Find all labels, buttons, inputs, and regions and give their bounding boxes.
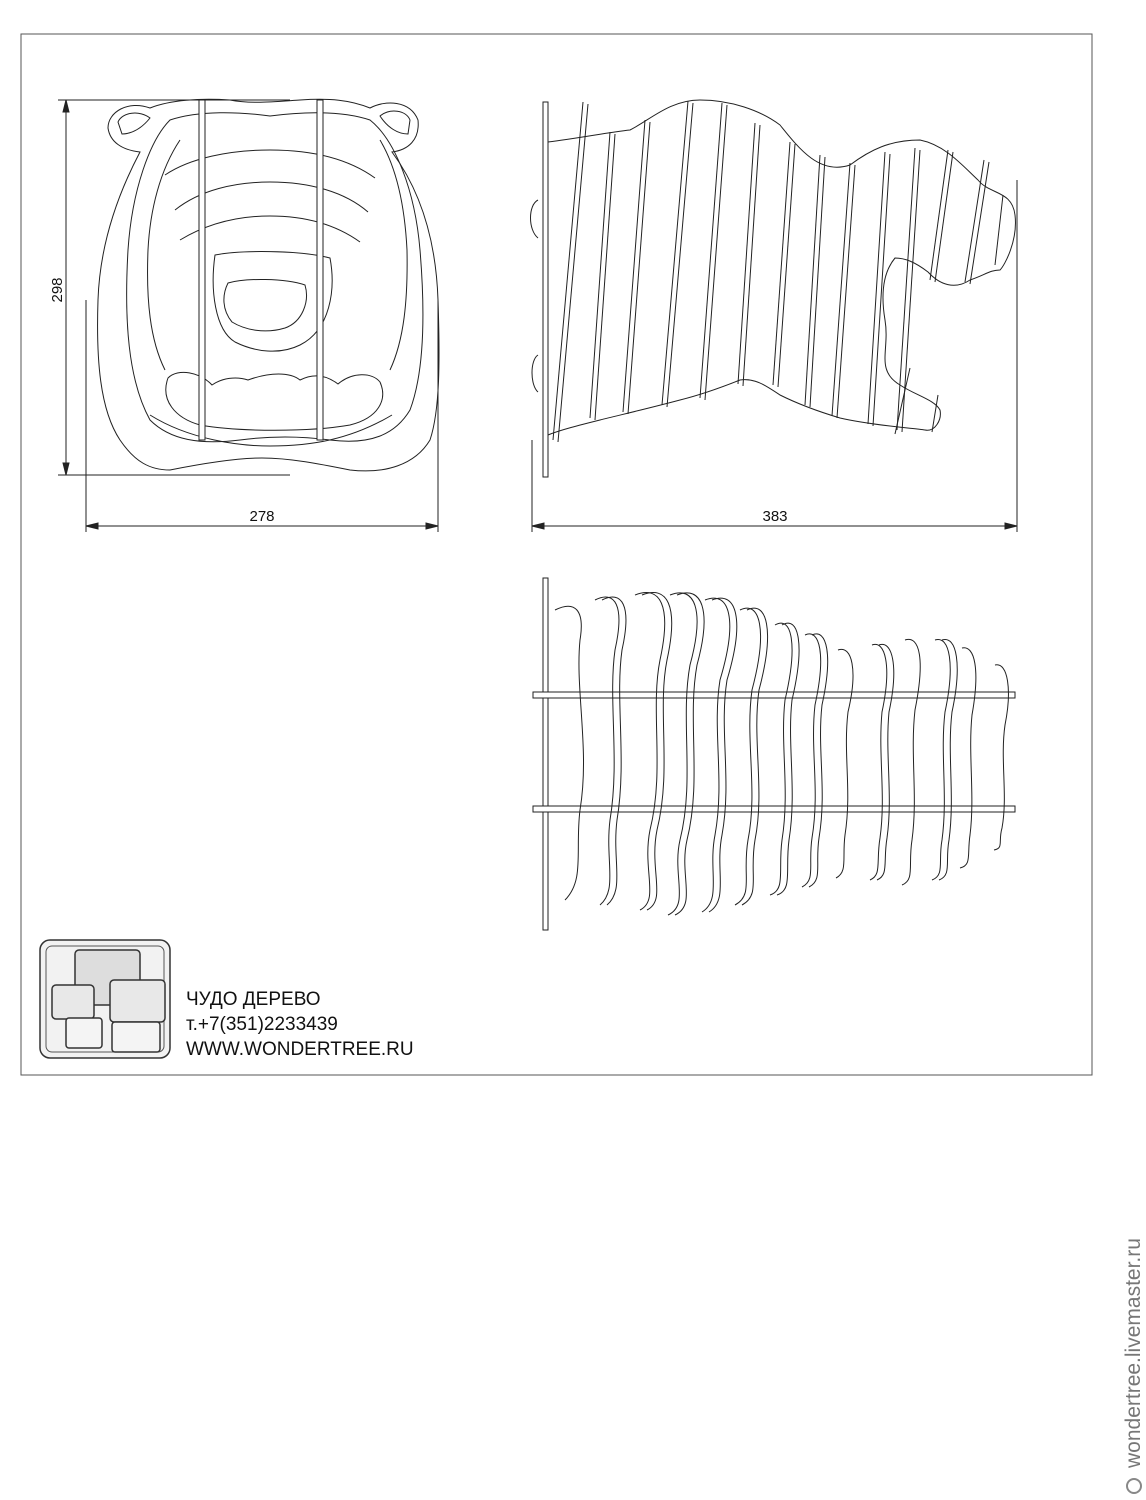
side-view — [531, 100, 1016, 477]
company-info — [186, 987, 414, 1062]
side-nose-bump — [531, 200, 539, 392]
front-ring-3 — [165, 150, 375, 242]
front-dimension-width — [86, 300, 438, 532]
side-width-label: 383 — [762, 508, 788, 525]
front-right-ear — [380, 111, 410, 134]
sheet-frame — [21, 34, 1092, 1075]
company-website[interactable]: WWW.WONDERTREE.RU — [186, 1039, 414, 1060]
front-view — [98, 99, 440, 471]
side-outline — [548, 100, 1015, 435]
top-wall-plate — [543, 578, 548, 930]
company-name: ЧУДО ДЕРЕВО — [186, 989, 321, 1010]
front-width-label: 278 — [249, 508, 275, 525]
watermark — [1122, 1238, 1146, 1494]
front-height-label: 298 — [49, 277, 66, 303]
front-jaw — [166, 372, 383, 430]
front-slat-right — [317, 100, 323, 440]
side-wall-plate — [543, 102, 548, 477]
side-slats — [553, 101, 1003, 440]
company-phone: т.+7(351)2233439 — [186, 1014, 338, 1035]
top-rail-lower — [533, 806, 1015, 812]
front-nose-inner — [224, 279, 307, 330]
top-view — [533, 578, 1015, 930]
top-ribs — [555, 593, 1008, 915]
front-left-ear — [118, 113, 150, 134]
top-rail-upper — [533, 692, 1015, 698]
top-ribs-offset — [602, 593, 957, 915]
front-nose — [213, 252, 332, 352]
front-ring-1 — [127, 113, 423, 442]
front-ring-2 — [148, 140, 408, 370]
wondertree-logo-icon — [40, 940, 170, 1058]
livemaster-icon — [1126, 1478, 1142, 1494]
side-dimension-width — [532, 180, 1017, 532]
watermark-text: wondertree.livemaster.ru — [1122, 1238, 1145, 1468]
front-dimension-height — [58, 100, 290, 475]
front-slat-left — [199, 100, 205, 440]
